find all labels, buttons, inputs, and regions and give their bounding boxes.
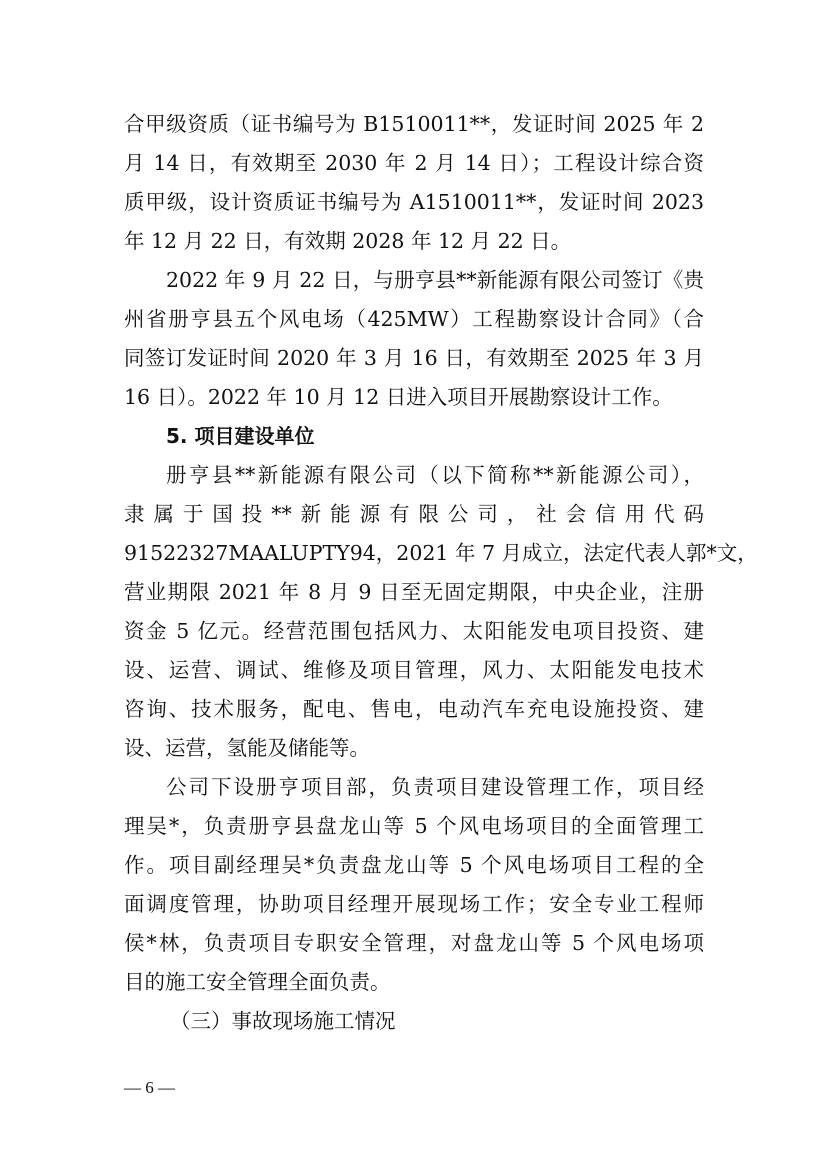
text-line: 设、运营，氢能及储能等。 (124, 736, 370, 760)
text-line: 资金 5 亿元。经营范围包括风力、太阳能发电项目投资、建 (124, 619, 704, 643)
text-line: 设、运营、调试、维修及项目管理，风力、太阳能发电技术 (124, 658, 704, 682)
text-line: 面调度管理，协助项目经理开展现场工作；安全专业工程师 (124, 892, 704, 916)
text-line: 营业期限 2021 年 8 月 9 日至无固定期限，中央企业，注册 (124, 580, 704, 604)
text-line: 同签订发证时间 2020 年 3 月 16 日，有效期至 2025 年 3 月 (124, 346, 704, 370)
text-line: 月 14 日，有效期至 2030 年 2 月 14 日）；工程设计综合资 (124, 151, 704, 175)
text-line: 册亨县**新能源有限公司（以下简称**新能源公司）， (166, 463, 704, 487)
paragraph-company-info (124, 456, 758, 768)
text-line: 91522327MAALUPTY94，2021 年 7 月成立，法定代表人郭*文， (124, 541, 758, 565)
text-line: 隶属于国投**新能源有限公司，社会信用代码 (124, 502, 704, 526)
text-line: 咨询、技术服务，配电、售电，电动汽车充电设施投资、建 (124, 697, 704, 721)
text-line: 州省册亨县五个风电场（425MW）工程勘察设计合同》（合 (124, 307, 704, 331)
text-line: 目的施工安全管理全面负责。 (124, 970, 391, 994)
text-line: 作。项目副经理吴*负责盘龙山等 5 个风电场项目工程的全 (124, 853, 704, 877)
page-number: — 6 — (124, 1078, 175, 1097)
text-line: 侯*林，负责项目专职安全管理，对盘龙山等 5 个风电场项 (124, 931, 704, 955)
text-line: 2022 年 9 月 22 日，与册亨县**新能源有限公司签订《贵 (166, 268, 704, 292)
section-heading: 5. 项目建设单位 (166, 424, 315, 448)
subsection-heading: （三）事故现场施工情况 (170, 1009, 396, 1033)
paragraph-project-dept (124, 768, 704, 1002)
text-line: 质甲级，设计资质证书编号为 A1510011**，发证时间 2023 (124, 190, 704, 214)
text-line: 理吴*，负责册亨县盘龙山等 5 个风电场项目的全面管理工 (124, 814, 704, 838)
text-line: 年 12 月 22 日，有效期 2028 年 12 月 22 日。 (124, 229, 572, 253)
paragraph-contract (124, 261, 704, 417)
paragraph-qualification (124, 105, 704, 261)
text-line: 16 日）。2022 年 10 月 12 日进入项目开展勘察设计工作。 (124, 385, 673, 409)
document-page (124, 105, 758, 1041)
text-line: 合甲级资质（证书编号为 B1510011**，发证时间 2025 年 2 (124, 112, 704, 136)
text-line: 公司下设册亨项目部，负责项目建设管理工作，项目经 (166, 775, 704, 799)
